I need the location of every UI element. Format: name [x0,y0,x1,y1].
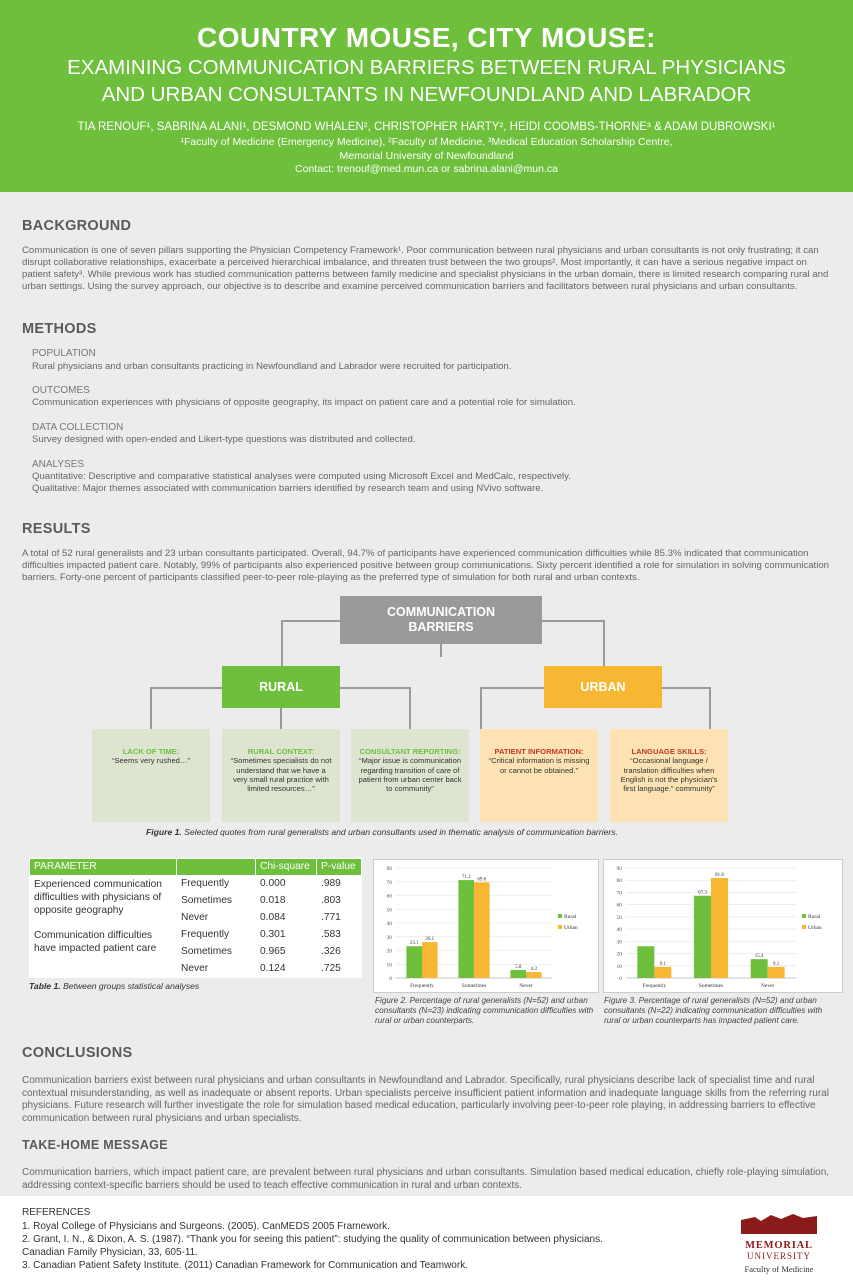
table-cell: Never [177,910,256,927]
quote-heading: PATIENT INFORMATION: [494,747,584,756]
x-tick-label: Sometimes [698,983,724,989]
quote-rural-context [222,729,340,822]
x-tick-label: Never [519,983,533,989]
data-label: 4.3 [530,967,537,973]
takehome-heading: TAKE-HOME MESSAGE [22,1138,168,1152]
outcomes-heading: OUTCOMES [32,385,90,396]
bar-rural [510,970,526,978]
y-tick-label: 0 [619,976,622,982]
logo-name-2: UNIVERSITY [747,1251,811,1261]
logo-name-1: MEMORIAL [745,1240,813,1251]
table-header [177,859,256,876]
bar-urban [422,942,438,978]
table-cell: 0.018 [256,893,317,910]
quote-text: “Sometimes specialists do not understand that we have a very small rural practice with limited resources…” [230,756,332,794]
connector [281,620,341,622]
figure-2-chart [373,859,599,993]
population-text: Rural physicians and urban consultants practicing in Newfoundland and Labrador were recruited for participation. [32,361,512,372]
reference-3: 3. Canadian Patient Safety Institute. (2011) Canadian Framework for Communication and Teamwork. [22,1260,468,1271]
table-header: P-value [317,859,362,876]
data-label: 23.1 [409,941,419,947]
data-label: 71.2 [461,875,471,881]
legend-swatch [802,925,806,929]
rural-box: RURAL [222,666,340,708]
reference-2-cont: Canadian Family Physician, 33, 605-11. [22,1247,199,1258]
table-cell: .803 [317,893,362,910]
table-cell: 0.124 [256,961,317,978]
data-label: 81.8 [715,873,724,879]
table-cell: 0.000 [256,876,317,893]
legend-label: Urban [564,925,578,931]
table-header-row [30,859,362,876]
connector [480,687,482,729]
outcomes-text: Communication experiences with physicians of opposite geography, its impact on patient care and a potential role for simulation. [32,397,576,408]
memorial-university-logo [741,1212,817,1274]
connector [709,687,711,729]
conclusions-heading: CONCLUSIONS [22,1045,133,1061]
population-heading: POPULATION [32,348,96,359]
y-tick-label: 60 [616,902,622,909]
urban-box: URBAN [544,666,662,708]
affiliation-line-1: ¹Faculty of Medicine (Emergency Medicine), ²Faculty of Medicine, ³Medical Education Scholarship Centre, [180,136,673,148]
table-group: Communication difficulties have impacted patient care [30,927,177,978]
figure-3-svg [604,860,842,992]
legend-swatch [558,925,562,929]
table-1-label: Table 1. [29,981,61,991]
quote-heading: CONSULTANT REPORTING: [359,747,461,756]
logo-faculty: Faculty of Medicine [744,1264,814,1274]
data-label: 26.1 [425,937,435,943]
communication-barriers-box [340,596,542,644]
figure-2-svg [374,860,598,992]
connector [541,620,604,622]
y-tick-label: 40 [386,921,392,927]
connector [150,687,152,729]
poster-subtitle [0,54,853,108]
bar-rural [694,896,711,978]
subtitle-line-1: EXAMINING COMMUNICATION BARRIERS BETWEEN RURAL PHYSICIANS [67,56,786,79]
figure-1-label: Figure 1. [146,827,182,837]
root-label-2: BARRIERS [408,620,474,634]
table-row [30,927,362,944]
analyses-heading: ANALYSES [32,459,85,470]
subtitle-line-2: AND URBAN CONSULTANTS IN NEWFOUNDLAND AND LABRADOR [101,83,752,106]
stats-table [29,858,362,978]
quote-text: “Seems very rushed…” [111,756,191,766]
quote-patient-information [480,729,598,822]
legend-swatch [558,914,562,918]
root-label-1: COMMUNICATION [386,605,496,619]
y-tick-label: 60 [386,893,392,900]
figure-3-caption: Figure 3. Percentage of rural generalists (N=52) and urban consultants (N=22) indicating communication difficulties with rural or urban counterparts has impacted patient care. [604,996,823,1025]
quote-text: “Major issue is communication regarding transition of care of patient from urban center back to community” [358,756,462,794]
x-tick-label: Never [760,983,775,989]
analyses-text-1: Quantitative: Descriptive and comparative statistical analyses were computed using Microsoft Excel and MedCalc, respectively. [32,471,571,482]
y-tick-label: 70 [386,879,392,886]
y-tick-label: 90 [616,866,622,872]
quote-consultant-reporting [351,729,469,822]
data-label: 9.1 [773,961,780,967]
quote-heading: LANGUAGE SKILLS: [631,747,707,756]
background-heading: BACKGROUND [22,218,132,234]
poster-title: COUNTRY MOUSE, CITY MOUSE: [197,22,656,53]
reference-2: 2. Grant, I. N., & Dixon, A. S. (1987). “Thank you for seeing this patient”: studying the quality of communication between physicians. [22,1234,603,1245]
connector [603,620,605,666]
takehome-text: Communication barriers, which impact patient care, are prevalent between rural physicians and urban consultants. Simulation based medical education, chiefly role-playing simulation, addressing context-specific barriers should be used to teach effective communication in rural and urban contexts. [22,1167,830,1191]
results-text: A total of 52 rural generalists and 23 urban consultants participated. Overall, 94.7% of participants have experienced communication difficulties while 85.3% indicated that communication difficulties impacted patient care. Notably, 99% of participants also experienced positive between group communications. Sixty percent identified a role for simulation in solving communication barriers. Forty-one percent of participants classified peer-to-peer role-playing as the preferred type of simulation for both rural and urban contexts. [22,548,830,583]
legend-label: Urban [808,925,822,931]
quote-text: “Critical information is missing or cannot be obtained.” [488,756,590,775]
bar-urban [654,967,671,978]
analyses-text-2: Qualitative: Major themes associated with communication barriers identified by research team and using NVivo software. [32,483,544,494]
y-tick-label: 30 [386,934,392,941]
methods-heading: METHODS [22,321,97,337]
bar-rural [458,880,474,978]
legend-label: Rural [564,914,577,920]
y-tick-label: 0 [389,976,392,982]
y-tick-label: 70 [616,890,622,897]
data-collection-text: Survey designed with open-ended and Likert-type questions was distributed and collected. [32,434,416,445]
connector [281,620,283,666]
table-cell: .771 [317,910,362,927]
connector [409,687,411,729]
y-tick-label: 40 [616,927,622,934]
data-label: 5.8 [515,965,522,971]
table-cell: Frequently [177,876,256,893]
figure-3-chart [603,859,843,993]
y-tick-label: 20 [616,951,622,958]
table-cell: .725 [317,961,362,978]
data-label: 9.1 [659,961,666,967]
bar-rural [751,959,768,978]
quote-text: “Occasional language / translation difficulties when English is not the physician's first language.” community” [620,756,718,794]
figure-2-caption: Figure 2. Percentage of rural generalists (N=52) and urban consultants (N=23) indicating communication difficulties with rural or urban counterparts. [375,996,594,1025]
affiliation-line-2: Memorial University of Newfoundland [339,150,514,162]
reference-1: 1. Royal College of Physicians and Surgeons. (2005). CanMEDS 2005 Framework. [22,1221,390,1232]
data-label: 67.3 [698,890,707,896]
table-cell: .326 [317,944,362,961]
quote-language-skills [610,729,728,822]
bar-urban [711,878,728,978]
table-header: PARAMETER [30,859,177,876]
authors: TIA RENOUF¹, SABRINA ALANI¹, DESMOND WHALEN², CHRISTOPHER HARTY², HEIDI COOMBS-THORNE³ & ADAM DUBROWSKI¹ [77,121,776,133]
x-tick-label: Frequently [410,983,434,989]
table-cell: .989 [317,876,362,893]
legend-label: Rural [808,914,821,920]
y-tick-label: 80 [616,878,622,885]
bar-urban [526,972,542,978]
table-row [30,876,362,893]
figure-1-text: Selected quotes from rural generalists and urban consultants used in thematic analysis of communication barriers. [184,827,618,837]
table-cell: Never [177,961,256,978]
connector [440,643,442,657]
figure-1-caption [146,827,618,837]
bar-urban [474,882,490,978]
y-tick-label: 80 [386,866,392,872]
conclusions-text: Communication barriers exist between rural physicians and urban consultants in Newfoundland and Labrador. Specifically, rural physicians describe lack of specialist time and rural contextual misunderstanding, as well as inadequate or absent reports. Urban specialists perceive insufficient patient information and inadequate language skills from the referring rural physicians. Future research will further investigate the role for simulation based medical education, particularly involving peer-to-peer role playing, in addressing barriers to effective communication between rural physicians and urban specialists. [22,1075,829,1124]
table-cell: 0.301 [256,927,317,944]
connector [280,708,282,729]
bar-rural [637,946,654,978]
background-text: Communication is one of seven pillars supporting the Physician Competency Framework¹. Poor communication between rural physicians and urban consultants is not only frustrating; it can disrupt collaborative relationships, exacerbate a perceived hierarchical imbalance, and threaten trust between the two groups². Most importantly, it can have a serious negative impact on patient safety³. While previous work has studied communication patterns between family medicine and specialist physicians in the urban domain, there is limited research comparing rural and urban settings. Using the survey approach, our objective is to describe and examine perceived communication barriers and facilitators between rural physicians and urban consultants. [22,245,829,292]
legend-swatch [802,914,806,918]
bar-urban [768,967,785,978]
table-cell: Sometimes [177,944,256,961]
data-collection-heading: DATA COLLECTION [32,422,124,433]
data-label: 15.4 [754,954,764,960]
y-tick-label: 50 [616,914,622,921]
table-cell: .583 [317,927,362,944]
table-cell: Frequently [177,927,256,944]
y-tick-label: 10 [616,963,622,970]
connector [340,687,410,689]
connector [150,687,222,689]
table-1-text: Between groups statistical analyses [63,981,200,991]
contact: Contact: trenouf@med.mun.ca or sabrina.alani@mun.ca [295,163,558,175]
table-header: Chi-square [256,859,317,876]
connector [480,687,544,689]
bar-rural [406,946,422,978]
data-label: 69.6 [477,877,487,883]
results-heading: RESULTS [22,521,91,537]
references-heading: REFERENCES [22,1207,91,1218]
y-tick-label: 20 [386,948,392,955]
poster-header [0,0,853,192]
table-1-caption [29,981,199,991]
quote-lack-of-time [92,729,210,822]
memorial-flag-icon [741,1212,817,1234]
table-cell: 0.084 [256,910,317,927]
connector [662,687,710,689]
x-tick-label: Sometimes [461,983,487,989]
quote-heading: RURAL CONTEXT: [247,747,315,756]
table-group: Experienced communication difficulties with physicians of opposite geography [30,876,177,927]
y-tick-label: 10 [386,962,392,969]
x-tick-label: Frequently [642,983,667,989]
y-tick-label: 30 [616,939,622,946]
table-cell: 0.965 [256,944,317,961]
quote-heading: LACK OF TIME: [122,747,180,756]
table-cell: Sometimes [177,893,256,910]
y-tick-label: 50 [386,907,392,914]
